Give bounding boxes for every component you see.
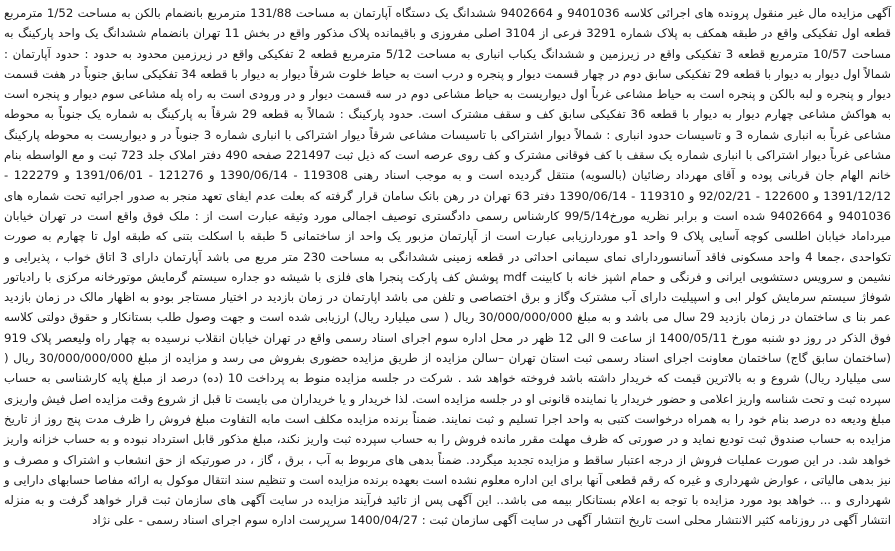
auction-notice-text: آگهی مزایده مال غیر منقول پرونده های اجرائی کلاسه 9401036 و 9402664 ششدانگ یک دستگاه آپارتمان به مساحت 131/88 مترمربع بانضمام بالکن به مساحت 1/52 مترمربع قطعه اول تفکیکی واقع در طبقه همکف به پلاک شماره 3291 فرعی از 3104 اصلی مفروزی و باقیمانده پلاک مذکور واقع در بخش 11 تهران بانضمام ششدانگ یک واحد پارکینگ به مساحت 10/57 مترمربع قطعه 3 تفکیکی واقع در زیرزمین و ششدانگ یکباب انباری به مساحت 5/12 مترمربع قطعه 2 تفکیکی واقع در زیرزمین محدود به حدود : حدود آپارتمان : شمالاً اول دیوار به دیوار با قطعه 29 تفکیکی سابق دوم در چهار قسمت دیوار و پنجره و درب است به حیاط خلوت شرقاً دیوار به دیوار با قطعه 34 تفکیکی سابق جنوباً در هفت قسمت دیوار و پنجره و لبه بالکن و پنجره است به حیاط مشاعی غرباً اول دیواریست به حیاط مشاعی دوم در سه قسمت دیوار و در ورودی است به راه پله مشاعی سوم دیوار و پنجره است به هواکش مشاعی چهارم دیوار به دیوار با قطعه 36 تفکیکی سابق کف و سقف مشترک است. حدود پارکینگ : شمالاً به قطعه 29 شرقاً به پارکینگ به شماره یک جنوباً به محوطه مشاعی غرباً به انباری شماره 3 و تاسیسات حدود انباری : شمالاً دیوار اشتراکی با تاسیسات مشاعی شرقاً دیوار اشتراکی با انباری شماره 3 جنوباً در و دیواریست به محوطه پارکینگ مشاعی غرباً دیوار اشتراکی با انباری شماره یک سقف با کف فوقانی مشترک و کف روی عرصه است که ذیل ثبت 221497 صفحه 490 دفتر املاک جلد 723 ثبت و مع الواسطه بنام خانم الهام جان قربانی پوده و آقای مهرداد رضائیان (بالسویه) منتقل گردیده است و به موجب اسناد رهنی 119308 - 1390/06/14 و 121276 - 1391/06/01 و 122279 - 1391/12/12 و 122600 - 92/02/21 و 119310 - 1390/06/14 دفتر 63 تهران در رهن بانک سامان قرار گرفته که بعلت عدم ایفای تعهد منجر به صدور اجرائیه تحت شماره های 9401036 و 9402664 شده است و برابر نظریه مورخ99/5/14 کارشناس رسمی دادگستری توصیف اجمالی مورد وثیقه عبارت است از : ملک فوق واقع است در تهران خیابان میرداماد خیابان اطلسی کوچه آسایی پلاک 9 واحد 1و موردارزیابی عبارت است از آپارتمان مزبور یک واحد از ساختمانی 5 طبقه با اسکلت بتنی که طبقه اول تا چهارم به صورت تکواحدی ،جمعا 4 واحد مسکونی فاقد آسانسوردارای نمای سیمانی احداثی در قطعه زمینی ششدانگی به مساحت 230 متر مربع می باشد آپارتمان دارای 3 اتاق خواب ، پذیرایی و نشیمن و سرویس دستشویی ایرانی و فرنگی و حمام اشپز خانه با کابینت mdf پوشش کف پارکت پنجرا های فلزی با شیشه دو جداره سیستم گرمایش موتورخانه مرکزی با رادیاتور شوفاژ سیستم سرمایش کولر ابی و اسپیلیت دارای آب مشترک وگاز و برق اختصاصی و تلفن می باشد اپارتمان در زمان بازدید در اختیار مستاجر بودو به اظهار مالک در زمان بازدید عمر بنا ی ساختمان در زمان بازدید 29 سال می باشد و به مبلغ 30/000/000/000 ریال ( سی میلیارد ریال) ارزیابی شده است و جهت وصول طلب بستانکار و حقوق دولتی کلاسه فوق الذکر در روز دو شنبه مورخ 1400/05/11 از ساعت 9 الی 12 ظهر در محل اداره سوم اجرای اسناد رسمی واقع در تهران خیابان انقلاب نرسیده به چهار راه ولیعصر پلاک 919 (ساختمان سابق گاج) ساختمان معاونت اجرای اسناد رسمی ثبت استان تهران –سالن مزایده از طریق مزایده حضوری بفروش می رسد و مزایده از مبلغ 30/000/000/000 ریال ( سی میلیارد ریال) شروع و به بالاترین قیمت که خریدار داشته باشد فروخته خواهد شد . شرکت در جلسه مزایده منوط به پرداخت 10 (ده) درصد از مبلغ پایه کارشناسی به حساب سپرده ثبت و تحت شناسه واریز اعلامی و حضور خریدار یا نماینده قانونی او در جلسه مزایده است. لذا خریدار و یا خریداران می بایست تا قبل از شروع وقت مزایده اصل فیش واریزی مبلغ ودیعه ده درصد بنام خود را به همراه درخواست کتبی به واحد اجرا تسلیم و ثبت نمایند. ضمناً برنده مزایده مکلف است مابه التفاوت مبلغ فروش را ظرف مدت پنج روز از تاریخ مزایده به حساب صندوق ثبت تودیع نماید و در صورتی که ظرف مهلت مقرر مانده فروش را به حساب سپرده ثبت واریز نکند، مبلغ مذکور قابل استرداد نبوده و به حساب خزانه واریز خواهد شد. در این صورت عملیات فروش از درجه اعتبار ساقط و مزایده تجدید میگردد. ضمناً بدهی های مربوط به آب ، برق ، گاز ، در صورتیکه از حق انشعاب و اشتراک و مصرف و نیز بدهی مالیاتی ، عوارض شهرداری و غیره که رقم قطعی آنها برای این اداره معلوم نشده است بعهده برنده مزایده است و تنظیم سند انتقال موکول به ارائه مفاصا حسابهای دارایی و شهرداری و ... خواهد بود مورد مزایده با توجه به اعلام بستانکار بیمه می باشد.. این آگهی پس از تائید فرآیند مزایده در سایت آگهی های سازمان ثبت قرار خواهد گرفت و به منزله انتشار آگهی در روزنامه کثیر الانتشار محلی است تاریخ انتشار آگهی در سایت آگهی سازمان ثبت : 1400/04/27 سرپرست اداره سوم اجرای اسناد رسمی - علی نژاد <box>4 6 892 528</box>
